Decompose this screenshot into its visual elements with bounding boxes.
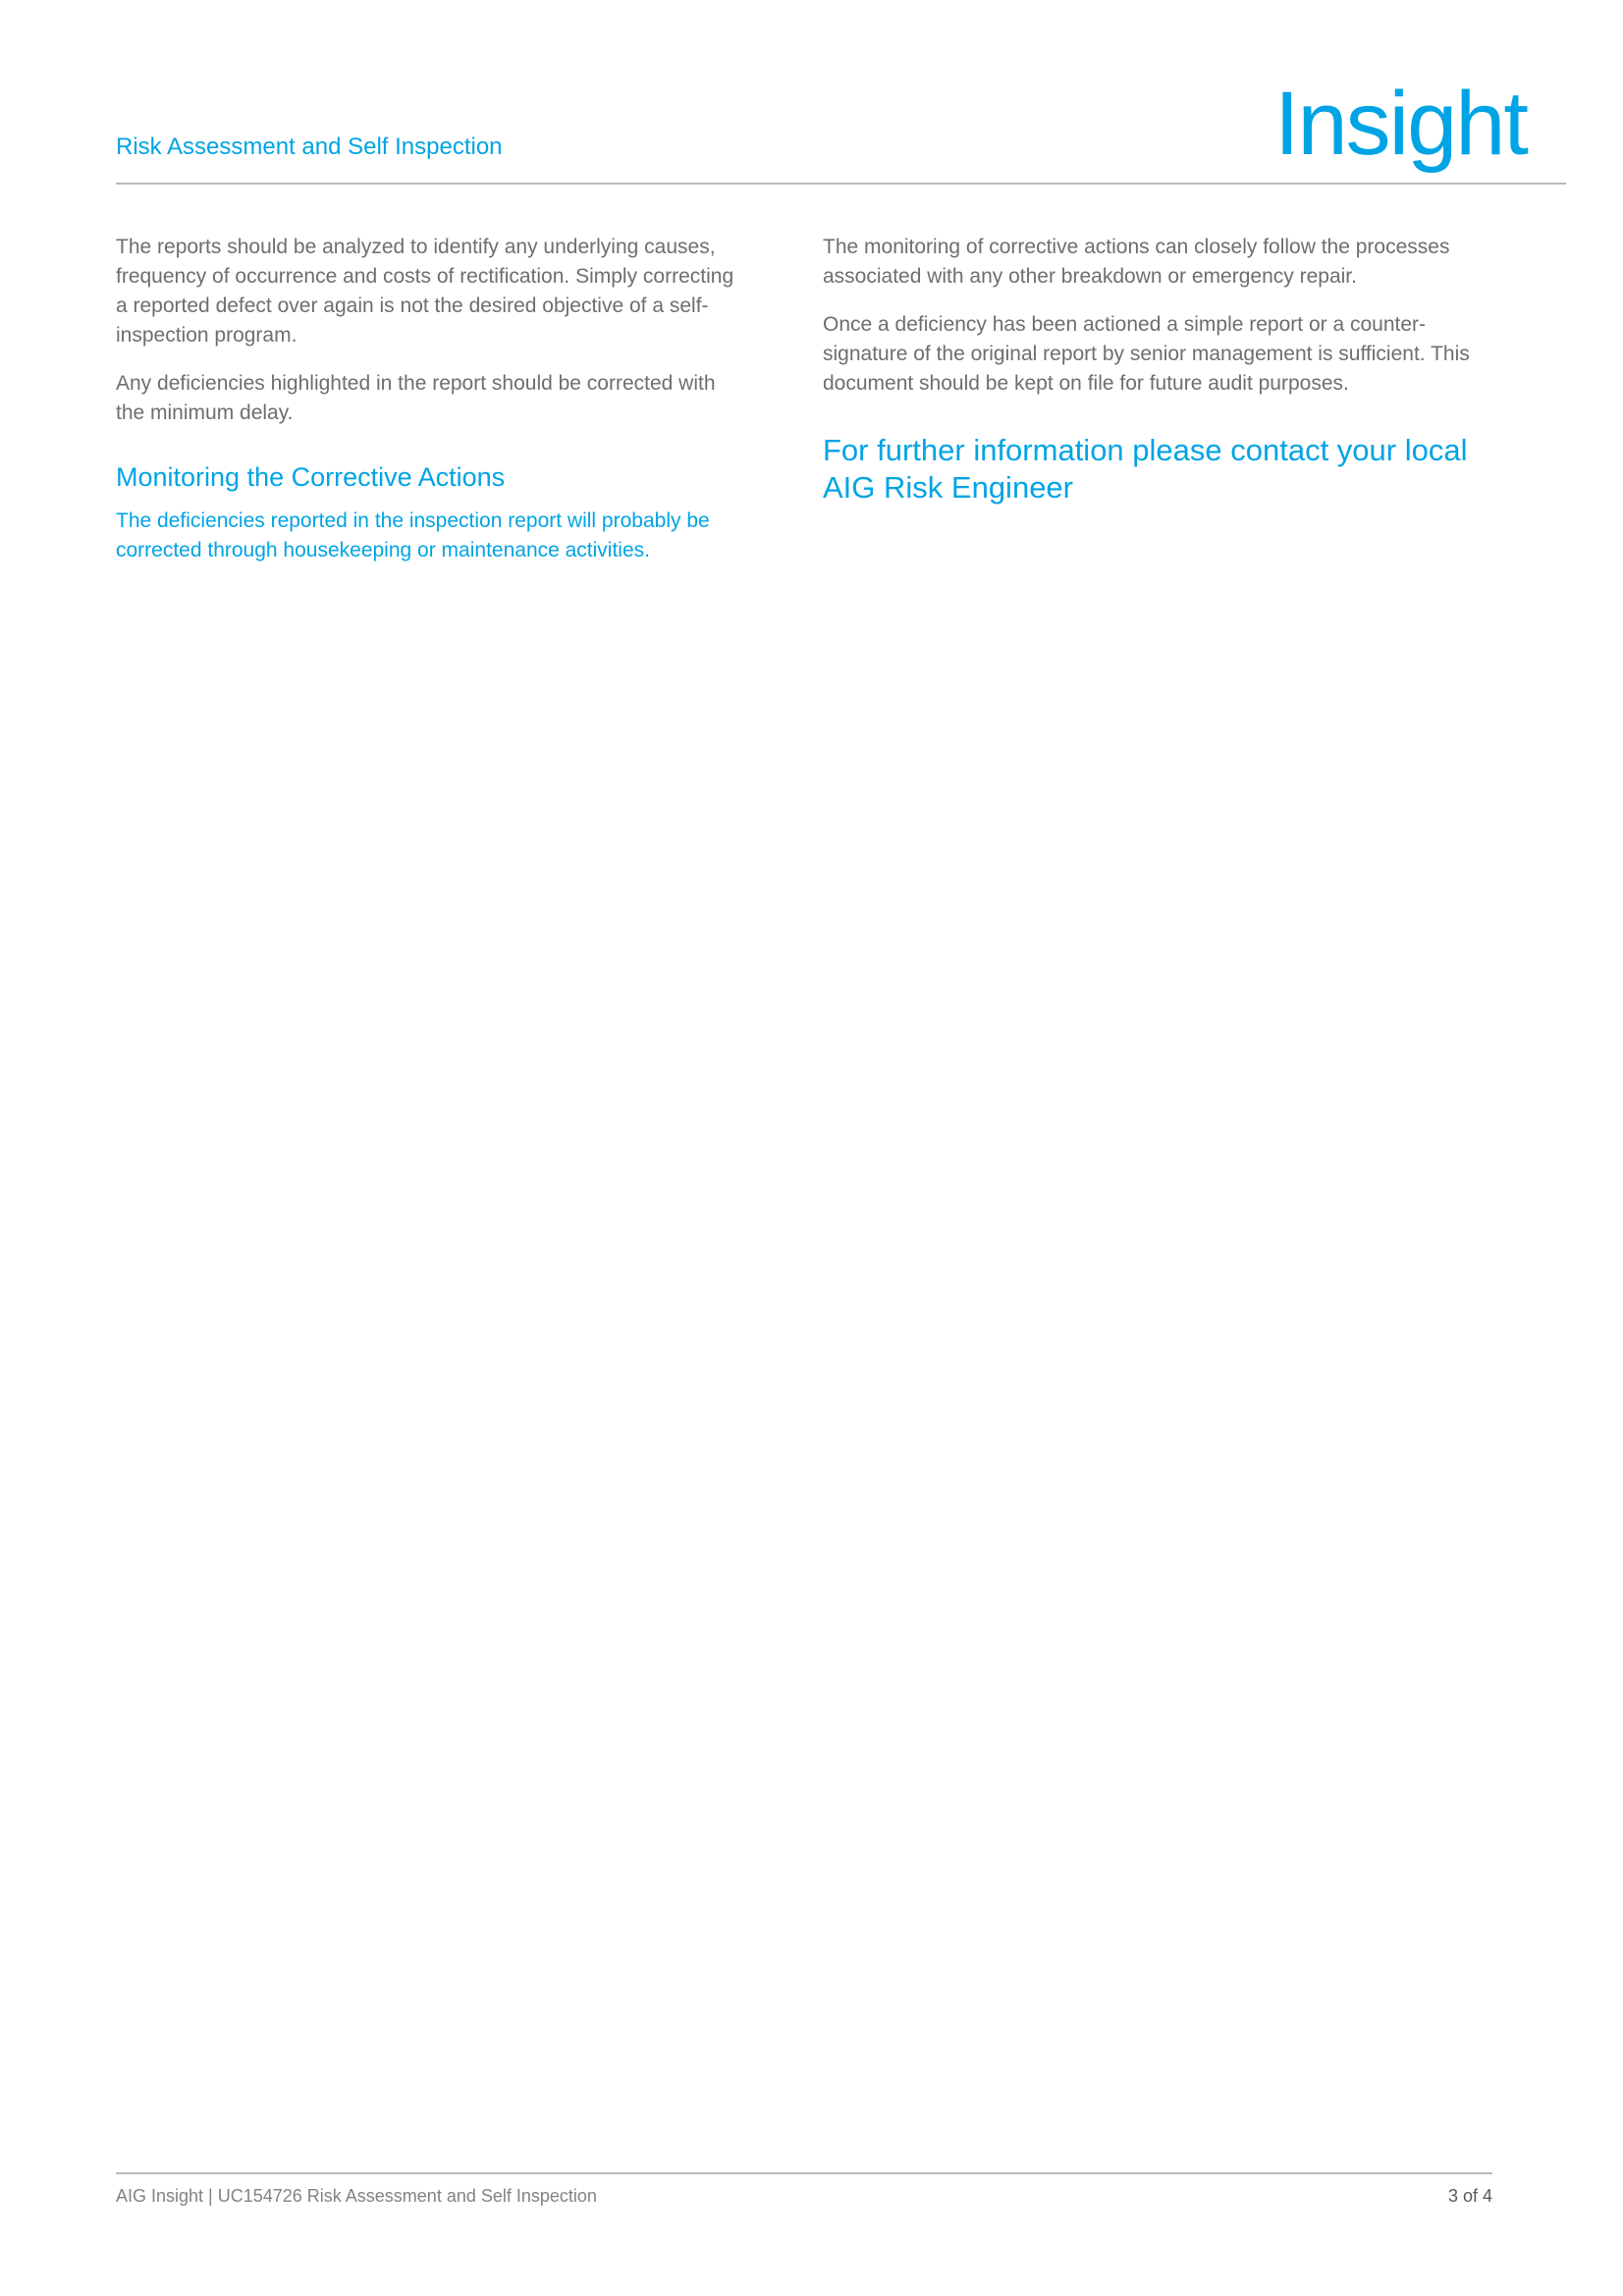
left-column	[116, 233, 744, 584]
right-column	[823, 233, 1471, 507]
header-divider	[116, 183, 1566, 185]
page-number: 3 of 4	[1447, 2186, 1492, 2206]
footer-divider	[116, 2172, 1492, 2174]
body-paragraph: The monitoring of corrective actions can closely follow the processes associated with any other breakdown or emergency repair.	[823, 236, 1450, 288]
highlight-paragraph: The deficiencies reported in the inspection report will probably be corrected through housekeeping or maintenance activities.	[116, 509, 710, 561]
footer-document-label: AIG Insight | UC154726 Risk Assessment and Self Inspection	[116, 2186, 597, 2206]
body-paragraph: Once a deficiency has been actioned a simple report or a counter-signature of the original report by senior management is sufficient. This document should be kept on file for future audit purposes.	[823, 313, 1470, 395]
section-subheading: Monitoring the Corrective Actions	[116, 462, 506, 492]
contact-call-to-action: For further information please contact your local AIG Risk Engineer	[823, 433, 1468, 505]
body-paragraph: The reports should be analyzed to identify any underlying causes, frequency of occurrence and costs of rectification. Simply correcting a reported defect over again is not the desired objective of a self-inspection program.	[116, 236, 734, 347]
section-title: Risk Assessment and Self Inspection	[116, 133, 503, 160]
body-paragraph: Any deficiencies highlighted in the report should be corrected with the minimum delay.	[116, 372, 716, 424]
brand-logo-text: Insight	[1273, 74, 1527, 174]
